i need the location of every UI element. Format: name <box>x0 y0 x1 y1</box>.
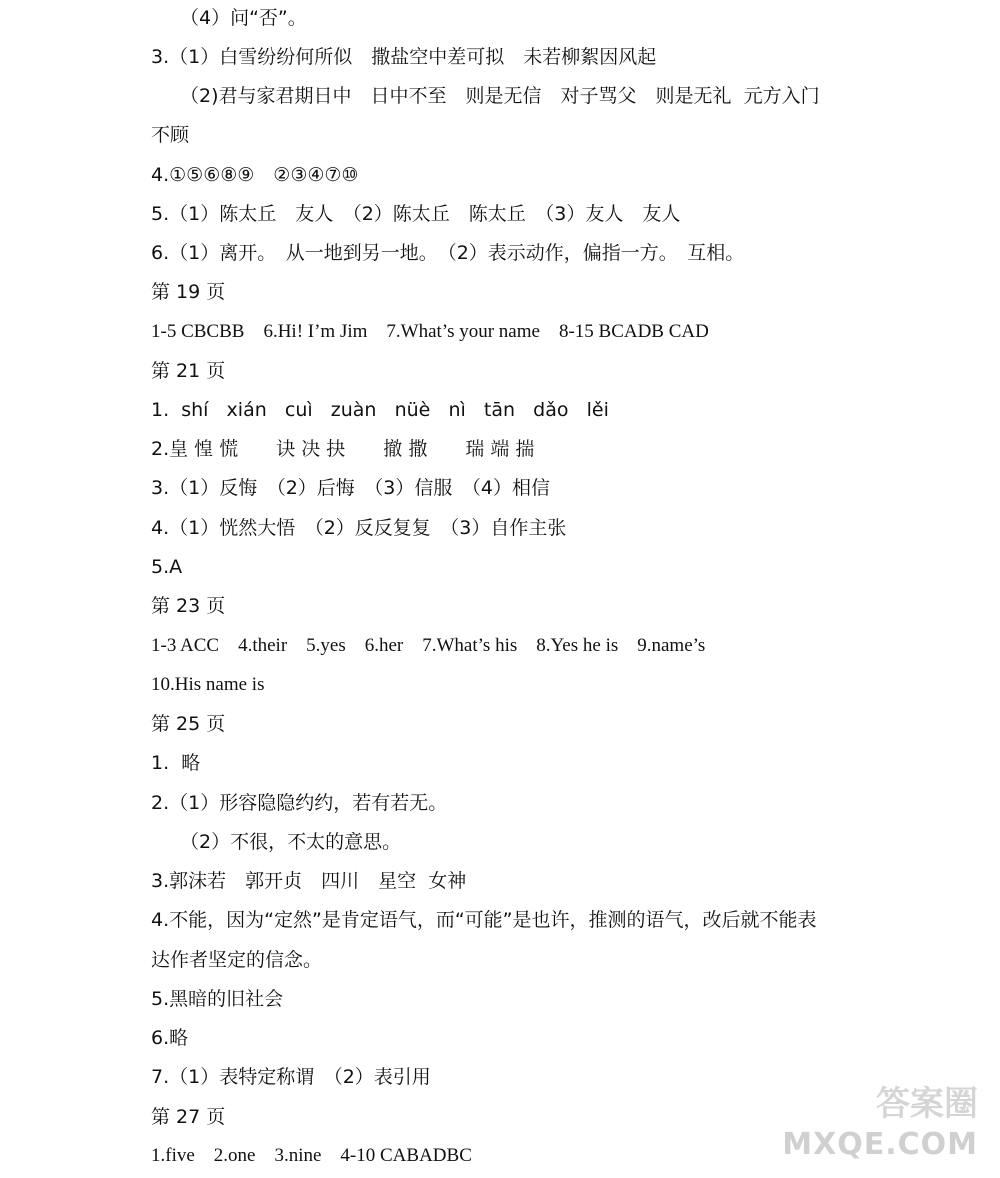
answer-line: 3.（1）白雪纷纷何所似 撒盐空中差可拟 未若柳絮因风起 <box>151 46 657 68</box>
answer-line: 1.five 2.one 3.nine 4-10 CABADBC <box>151 1145 472 1166</box>
answer-line: 7.（1）表特定称谓 （2）表引用 <box>151 1066 431 1088</box>
answer-line: （2)君与家君期日中 日中不至 则是无信 对子骂父 则是无礼 元方入门 <box>180 85 820 107</box>
answer-line: 1. 略 <box>151 752 201 774</box>
watermark-site: MXQE.COM <box>782 1127 978 1162</box>
answer-line: （4）问“否”。 <box>180 7 307 29</box>
answer-line: 5.黑暗的旧社会 <box>151 988 284 1010</box>
answer-line: 3.（1）反悔 （2）后悔 （3）信服 （4）相信 <box>151 477 550 499</box>
answer-line: 4.①⑤⑥⑧⑨ ②③④⑦⑩ <box>151 164 359 186</box>
answer-line: 10.His name is <box>151 674 265 695</box>
section-heading: 第 19 页 <box>151 281 226 303</box>
answer-line: （2）不很，不太的意思。 <box>180 831 402 853</box>
answer-line: 5.（1）陈太丘 友人 （2）陈太丘 陈太丘 （3）友人 友人 <box>151 203 681 225</box>
watermark-logo: 答案圈 <box>876 1084 978 1124</box>
answer-line: 5.A <box>151 556 183 578</box>
answer-line: 3.郭沫若 郭开贞 四川 星空 女神 <box>151 870 467 892</box>
watermark <box>782 1084 990 1170</box>
answer-line: 1. shí xián cuì zuàn nüè nì tān dǎo lěi <box>151 399 609 421</box>
answer-line: 达作者坚定的信念。 <box>151 949 323 971</box>
answer-line: 6.略 <box>151 1027 189 1049</box>
section-heading: 第 21 页 <box>151 360 226 382</box>
answer-line: 1-5 CBCBB 6.Hi! I’m Jim 7.What’s your name 8-15 BCADB CAD <box>151 321 709 342</box>
answer-line: 4.（1）恍然大悟 （2）反反复复 （3）自作主张 <box>151 517 567 539</box>
answer-line: 不顾 <box>151 124 190 146</box>
answer-line: 2.皇 惶 慌 诀 决 抉 撤 撒 瑞 端 揣 <box>151 438 535 460</box>
section-heading: 第 27 页 <box>151 1106 226 1128</box>
section-heading: 第 23 页 <box>151 595 226 617</box>
answer-line: 2.（1）形容隐隐约约，若有若无。 <box>151 792 448 814</box>
answer-line: 4.不能，因为“定然”是肯定语气，而“可能”是也许，推测的语气，改后就不能表 <box>151 909 817 931</box>
answer-line: 1-3 ACC 4.their 5.yes 6.her 7.What’s his 8.Yes he is 9.name’s <box>151 635 706 656</box>
section-heading: 第 25 页 <box>151 713 226 735</box>
answer-line: 6.（1）离开。 从一地到另一地。 （2）表示动作，偏指一方。 互相。 <box>151 242 745 264</box>
